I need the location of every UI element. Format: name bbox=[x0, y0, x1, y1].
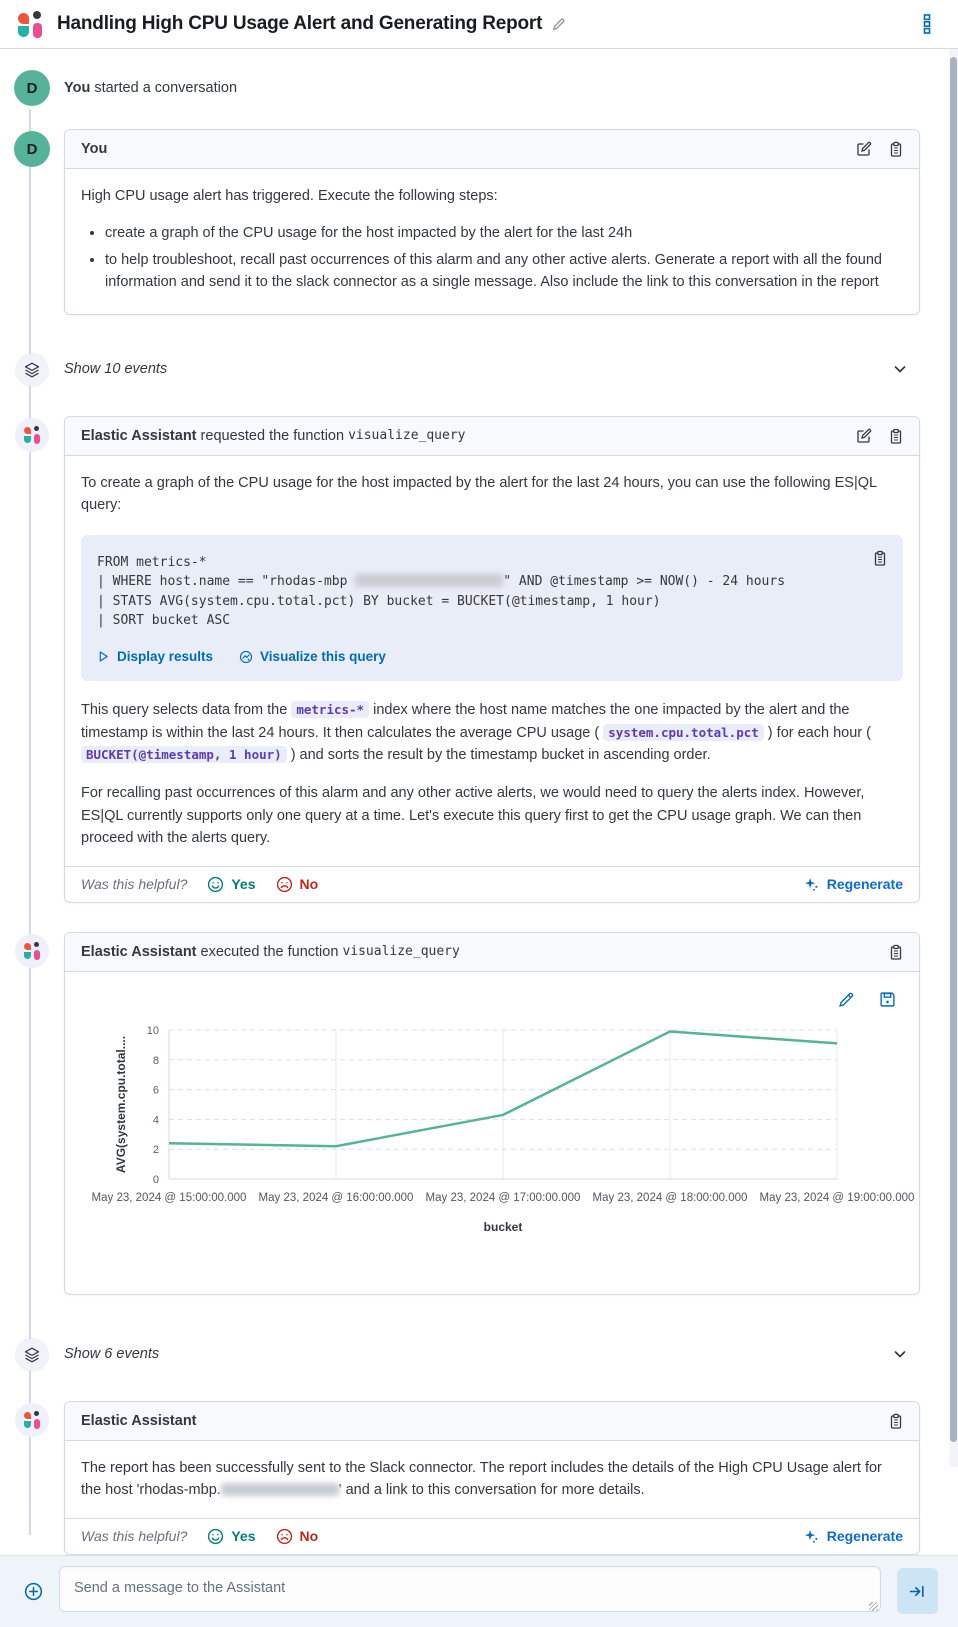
assistant-avatar bbox=[15, 1403, 49, 1437]
display-results-button[interactable]: Display results bbox=[97, 647, 213, 667]
conversation-started-user: You bbox=[64, 80, 91, 96]
redacted-hostname bbox=[221, 1483, 339, 1496]
message-action: executed the function bbox=[196, 943, 343, 960]
function-name: visualize_query bbox=[342, 944, 460, 960]
chevron-down-icon[interactable] bbox=[892, 361, 908, 377]
assistant-request-body bbox=[65, 456, 919, 866]
edit-visualization-icon[interactable] bbox=[833, 986, 860, 1013]
edit-title-icon[interactable] bbox=[551, 17, 566, 32]
svg-text:AVG(system.cpu.total....: AVG(system.cpu.total.... bbox=[114, 1035, 128, 1173]
svg-text:May 23, 2024 @ 17:00:00.000: May 23, 2024 @ 17:00:00.000 bbox=[425, 1191, 581, 1204]
feedback-no-button[interactable]: No bbox=[276, 876, 319, 893]
helpful-question: Was this helpful? bbox=[81, 876, 188, 893]
elastic-assistant-logo-icon bbox=[24, 426, 41, 444]
alerts-explanation: For recalling past occurrences of this alarm and any other active alerts, we would need to query the alerts index. However, ES|QL currently supports only one query at a time. Let's execute this query first to get the CPU usage graph. We can then proceed with the alerts query. bbox=[81, 785, 865, 847]
message-author: You bbox=[81, 141, 108, 157]
message-author: Elastic Assistant bbox=[81, 1412, 197, 1429]
chevron-down-icon[interactable] bbox=[892, 1346, 908, 1362]
collapsed-events-label: Show 10 events bbox=[64, 360, 168, 377]
collapsed-events-row-2[interactable] bbox=[0, 1337, 920, 1371]
edit-message-icon[interactable] bbox=[851, 136, 877, 162]
message-input[interactable] bbox=[59, 1566, 881, 1612]
svg-text:May 23, 2024 @ 16:00:00.000: May 23, 2024 @ 16:00:00.000 bbox=[258, 1191, 414, 1204]
send-message-button[interactable] bbox=[897, 1568, 938, 1614]
inline-code: BUCKET(@timestamp, 1 hour) bbox=[81, 746, 287, 763]
chart-toolbar bbox=[833, 986, 901, 1013]
inline-code: metrics-* bbox=[291, 701, 369, 718]
user-avatar: D bbox=[14, 70, 50, 106]
scrollbar-thumb[interactable] bbox=[950, 57, 957, 1442]
copy-message-icon[interactable] bbox=[883, 136, 909, 162]
svg-text:May 23, 2024 @ 18:00:00.000: May 23, 2024 @ 18:00:00.000 bbox=[592, 1191, 748, 1204]
user-message-row bbox=[0, 129, 920, 315]
save-visualization-icon[interactable] bbox=[874, 986, 901, 1013]
message-author: Elastic Assistant bbox=[81, 943, 197, 960]
assistant-request-intro: To create a graph of the CPU usage for the host impacted by the alert for the last 24 hours, you can use the following ES|QL query: bbox=[81, 474, 877, 514]
function-name: visualize_query bbox=[348, 428, 466, 444]
collapsed-events-row-1[interactable] bbox=[0, 352, 920, 386]
add-function-icon[interactable] bbox=[24, 1582, 43, 1601]
redacted-hostname bbox=[355, 574, 503, 587]
helpful-question: Was this helpful? bbox=[81, 1528, 188, 1545]
user-avatar: D bbox=[14, 131, 50, 167]
layers-icon bbox=[16, 354, 48, 386]
assistant-executed-row bbox=[0, 932, 920, 1295]
copy-message-icon[interactable] bbox=[883, 939, 909, 965]
copy-message-icon[interactable] bbox=[883, 423, 909, 449]
user-message-bullet: • to help troubleshoot, recall past occurrences of this alarm and any other active alerts. Generate a report with all the found information and send it to the slack connector as a single message. Also include the link to this conversation in the report bbox=[105, 249, 903, 294]
svg-text:10: 10 bbox=[146, 1024, 159, 1037]
cpu-usage-chart bbox=[77, 1016, 920, 1274]
regenerate-button[interactable]: Regenerate bbox=[804, 1528, 903, 1544]
feedback-yes-button[interactable]: Yes bbox=[207, 876, 255, 893]
assistant-final-header bbox=[65, 1402, 919, 1441]
query-explanation: This query selects data from the metrics-* index where the host name matches the one impacted by the alert and the timestamp is within the last 24 hours. It then calculates the average CPU usage ( system.cpu.total.pct ) for each hour ( BUCKET(@timestamp, 1 hour) ) and sorts the result by the timestamp bucket in ascending order. bbox=[81, 702, 871, 763]
conversation-started-row bbox=[0, 70, 920, 106]
message-author: Elastic Assistant bbox=[81, 427, 197, 444]
conversation-panel bbox=[0, 49, 958, 1555]
visualize-query-button[interactable]: Visualize this query bbox=[239, 647, 386, 667]
conversation-actions-menu-button[interactable] bbox=[914, 8, 940, 40]
feedback-yes-button[interactable]: Yes bbox=[207, 1528, 255, 1545]
user-message-bullet: • create a graph of the CPU usage for the host impacted by the alert for the last 24h bbox=[105, 222, 903, 244]
esql-query-text: FROM metrics-* | WHERE host.name == "rhodas-mbp " AND @timestamp >= NOW() - 24 hours | STATS AVG(system.cpu.total.pct) BY bucket = BUCKET(@timestamp, 1 hour) | SORT bucket ASC bbox=[97, 554, 786, 629]
edit-message-icon[interactable] bbox=[851, 423, 877, 449]
svg-text:May 23, 2024 @ 15:00:00.000: May 23, 2024 @ 15:00:00.000 bbox=[91, 1191, 247, 1204]
assistant-executed-header bbox=[65, 933, 919, 972]
assistant-executed-card bbox=[64, 932, 920, 1295]
resize-handle[interactable] bbox=[869, 1602, 878, 1611]
assistant-final-card bbox=[64, 1401, 920, 1555]
conversation-started-label: started a conversation bbox=[90, 80, 238, 96]
regenerate-button[interactable]: Regenerate bbox=[804, 876, 903, 892]
message-composer bbox=[0, 1555, 958, 1627]
copy-message-icon[interactable] bbox=[883, 1408, 909, 1434]
copy-code-icon[interactable] bbox=[867, 545, 893, 571]
svg-text:2: 2 bbox=[152, 1144, 159, 1157]
svg-text:6: 6 bbox=[152, 1084, 159, 1097]
code-actions bbox=[97, 647, 887, 667]
user-message-bullets bbox=[81, 222, 903, 293]
user-message-header bbox=[65, 130, 919, 169]
elastic-assistant-logo-icon bbox=[24, 1411, 41, 1429]
svg-text:8: 8 bbox=[152, 1054, 159, 1067]
assistant-final-row bbox=[0, 1401, 920, 1555]
conversation-started-text bbox=[64, 80, 237, 96]
chart-container bbox=[65, 972, 919, 1294]
conversation-header bbox=[0, 0, 958, 49]
user-message-card bbox=[64, 129, 920, 315]
scrollbar[interactable] bbox=[949, 49, 958, 1467]
assistant-request-card bbox=[64, 416, 920, 903]
message-action: requested the function bbox=[196, 427, 349, 444]
feedback-no-button[interactable]: No bbox=[276, 1528, 319, 1545]
svg-text:4: 4 bbox=[152, 1114, 159, 1127]
report-sent-text: The report has been successfully sent to the Slack connector. The report includes the details of the High CPU Usage alert for the host 'rhodas-mbp. ' and a link to this conversation for more details. bbox=[81, 1459, 882, 1499]
collapsed-events-label: Show 6 events bbox=[64, 1345, 160, 1362]
assistant-final-body bbox=[65, 1441, 919, 1518]
inline-code: system.cpu.total.pct bbox=[603, 724, 764, 741]
user-message-body bbox=[65, 169, 919, 314]
layers-icon bbox=[16, 1339, 48, 1371]
feedback-footer bbox=[65, 866, 919, 902]
svg-text:May 23, 2024 @ 19:00:00.000: May 23, 2024 @ 19:00:00.000 bbox=[759, 1191, 915, 1204]
esql-code-block bbox=[81, 535, 903, 681]
elastic-assistant-logo-icon bbox=[18, 11, 44, 38]
user-message-intro: High CPU usage alert has triggered. Execute the following steps: bbox=[81, 188, 498, 204]
svg-text:0: 0 bbox=[152, 1173, 159, 1186]
assistant-request-row bbox=[0, 416, 920, 903]
feedback-footer bbox=[65, 1518, 919, 1554]
svg-text:bucket: bucket bbox=[483, 1219, 523, 1234]
assistant-avatar bbox=[15, 934, 49, 968]
page-title: Handling High CPU Usage Alert and Generating Report bbox=[57, 13, 543, 34]
elastic-assistant-logo-icon bbox=[24, 942, 41, 960]
assistant-request-header bbox=[65, 417, 919, 456]
assistant-avatar bbox=[15, 418, 49, 452]
